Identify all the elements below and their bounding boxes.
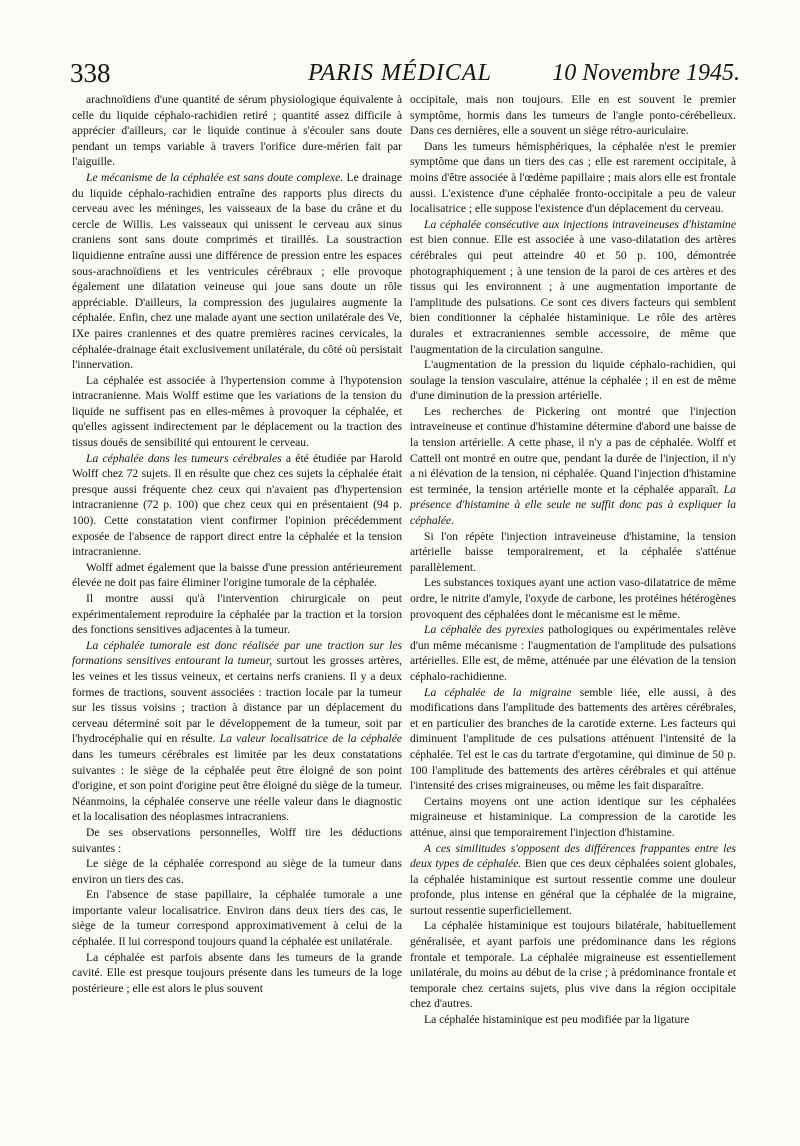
body-text: De ses observations personnelles, Wolff tire les déductions suivantes :: [72, 825, 402, 855]
paragraph: [410, 841, 736, 919]
paragraph: [410, 404, 736, 529]
issue-date: 10 Novembre 1945.: [552, 60, 740, 86]
body-text: est bien connue. Elle est associée à une vaso-dilatation des artères cérébrales qui peut atteindre 40 et 50 p. 100, démontrée photographiquement ; à une tension de la paroi de ces artères et des tissus qui les environnent ; à une augmentation importante de l'amplitude des pulsations. Ce sont ces divers facteurs qui semblent bien conditionner la céphalée histaminique. Le rôle des artères durales et extracraniennes semble accessoire, de même que l'augmentation de la circulation sanguine.: [410, 233, 736, 356]
paragraph: [72, 591, 402, 638]
body-text: a été étudiée par Harold Wolff chez 72 sujets. Il en résulte que chez ces sujets la céphalée était presque aussi fréquente chez ceux qui n'avaient pas d'hypertension intracranienne (72 p. 100) que chez ceux qui en présentaient (94 p. 100). Cette constatation vient confirmer l'opinion précédemment exposée de l'absence de rapport direct entre la céphalée et la tension intracranienne.: [72, 451, 402, 559]
paragraph: [72, 950, 402, 997]
italic-text: La céphalée des pyrexies: [424, 623, 544, 637]
paragraph: [410, 1012, 736, 1028]
italic-text: A ces similitudes s'opposent des différences frappantes entre les deux types de céphalée.: [410, 841, 736, 871]
left-column: [72, 92, 402, 996]
body-text: Wolff admet également que la baisse d'une pression antérieurement élevée ne doit pas faire éliminer l'origine tumorale de la céphalée.: [72, 560, 402, 590]
paragraph: [72, 451, 402, 560]
body-text: Le drainage du liquide céphalo-rachidien entraîne des rapports plus directs du cerveau avec les méninges, les vaisseaux de la base du crâne et du cercle de Willis. Les vaisseaux qui unissent le cerveau aux sinus craniens sont sans doute comprimés et tiraillés. La soustraction liquidienne entraîne aussi une différence de pression entre les espaces sous-arachnoïdiens et les ventricules cérébraux ; elle provoque également une dilatation veineuse qui joue sans doute un rôle appréciable. D'ailleurs, la compression des jugulaires augmente la céphalée. Enfin, chez une malade ayant une section unilatérale des Ve, IXe paires craniennes et des quatre premières racines cervicales, la céphalée-drainage était exclusivement unilatérale, du côté où persistait l'innervation.: [72, 170, 402, 372]
body-text: La céphalée histaminique est peu modifiée par la ligature: [424, 1013, 690, 1027]
paragraph: [72, 92, 402, 170]
body-text: Dans les tumeurs hémisphériques, la céphalée n'est le premier symptôme que dans un tiers des cas ; elle est rarement occipitale, à moins d'être associée à l'œdème papillaire ; mais alors elle est frontale aussi. L'existence d'une céphalée fronto-occipitale a peu de valeur localisatrice ; elle suppose l'existence d'un déplacement du cerveau.: [410, 139, 736, 216]
body-text: Le siège de la céphalée correspond au siège de la tumeur dans environ un tiers des cas.: [72, 857, 402, 886]
paragraph: [410, 357, 736, 404]
paragraph: [410, 918, 736, 1012]
body-text: occipitale, mais non toujours. Elle en est souvent le premier symptôme, hormis dans les tumeurs de l'angle ponto-cérébelleux. Dans ces dernières, elle a souvent un siège rétro-auriculaire.: [410, 93, 736, 138]
paragraph: [410, 622, 736, 684]
body-text: Bien que ces deux céphalées soient globales, la céphalée histaminique est surtout ressentie comme une douleur profonde, plus intense en général que la céphalée de la migraine, surtout ressentie superficiellement.: [410, 857, 736, 917]
body-text: Certains moyens ont une action identique sur les céphalées migraineuse et histaminique. La compression de la carotide les atténue, ainsi que temporairement l'injection d'histamine.: [410, 794, 736, 839]
body-text: La céphalée est associée à l'hypertension comme à l'hypotension intracranienne. Mais Wolff estime que les variations de la tension du liquide ne suffisent pas en elles-mêmes à provoquer la céphalée, et qu'elles agissent indirectement par le déplacement ou la traction des tissus doués de sensibilité qui entourent le cerveau.: [72, 373, 402, 450]
paragraph: [72, 170, 402, 373]
page-header: [60, 58, 740, 94]
paragraph: [72, 825, 402, 856]
journal-title: PARIS MÉDICAL: [308, 60, 492, 86]
body-text: semble liée, elle aussi, à des modifications dans l'amplitude des battements des artères cérébrales, et en particulier des branches de la carotide externe. Les facteurs qui diminuent l'amplitude de ces pulsations atténuent l'intensité de la céphalée. Tel est le cas du tartrate d'ergotamine, qui diminue de 50 p. 100 l'amplitude des battements des artères cérébrales et qui atténue l'intensité des crises migraineuses, ou même les fait disparaître.: [410, 685, 736, 793]
body-text: Les substances toxiques ayant une action vaso-dilatatrice de même ordre, le nitrite d'amyle, l'oxyde de carbone, les protéines hétérogènes provoquent des céphalées dont le mécanisme est le même.: [410, 576, 736, 621]
body-text: arachnoïdiens d'une quantité de sérum physiologique équivalente à celle du liquide céphalo-rachidien retiré ; quantité assez difficile à apprécier d'ailleurs, car le liquide continue à s'écouler sans doute pendant un temps variable à travers l'orifice dure-mérien fait par l'aiguille.: [72, 93, 402, 169]
paragraph: [410, 685, 736, 794]
italic-text: La céphalée tumorale est donc réalisée par une traction sur les formations sensitives entourant la tumeur,: [72, 638, 402, 668]
italic-text: La valeur localisatrice de la céphalée: [215, 732, 403, 746]
paragraph: [72, 373, 402, 451]
paragraph: [72, 638, 402, 825]
paragraph: [410, 217, 736, 357]
paragraph: [410, 139, 736, 217]
body-text: La céphalée histaminique est toujours bilatérale, habituellement généralisée, et ayant parfois une prédominance dans les régions frontale et temporale. La céphalée migraineuse est essentiellement unilatérale, du moins au début de la crise ; à prédominance frontale et temporale chez certains sujets, plus vive dans la région occipitale chez d'autres.: [410, 919, 736, 1011]
paragraph: [410, 92, 736, 139]
paragraph: [72, 856, 402, 887]
italic-text: La présence d'histamine à elle seule ne suffit donc pas à expliquer la céphalée.: [410, 482, 736, 528]
italic-text: La céphalée de la migraine: [424, 685, 572, 699]
page-number: 338: [70, 58, 111, 88]
body-text: La céphalée est parfois absente dans les tumeurs de la grande cavité. Elle est presque toujours présente dans les tumeurs de la loge postérieure ; elle est alors le plus souvent: [72, 950, 402, 995]
body-text: Les recherches de Pickering ont montré que l'injection intraveineuse et continue d'histamine détermine d'abord une baisse de la tension artérielle. A cette phase, il n'y a pas de céphalée. Wolff et Cattell ont montré en outre que, pendant la durée de l'injection, il n'y a ni élévation de la tension, ni céphalée. Quand l'injection d'histamine est terminée, la tension artérielle monte et la céphalée apparaît.: [410, 404, 736, 496]
body-text: pathologiques ou expérimentales relève d'un même mécanisme : l'augmentation de l'amplitude des pulsations artérielles. Elle est, de même, atténuée par une élévation de la tension céphalo-rachidienne.: [410, 623, 736, 683]
body-text: L'augmentation de la pression du liquide céphalo-rachidien, qui soulage la tension vasculaire, atténue la céphalée ; il en est de même d'une diminution de la pression artérielle.: [410, 358, 736, 403]
italic-text: La céphalée dans les tumeurs cérébrales: [86, 451, 282, 465]
body-text: dans les tumeurs cérébrales est limitée par les deux constatations suivantes : le siège de la céphalée peut être éloigné de son point d'origine, et son point d'origine peut être éloigné du siège de la tumeur. Néanmoins, la céphalée conserve une réelle valeur dans le diagnostic et la localisation des néoplasmes intracraniens.: [72, 747, 402, 824]
paragraph: [410, 794, 736, 841]
body-text: surtout les grosses artères, les veines et les tissus veineux, et certains nerfs craniens. Il y a deux formes de tractions, souvent associées : traction locale par la tumeur sur les tissus voisins ; traction à distance par un déplacement du cerveau déterminé soit par le développement de la tumeur, soit par l'hydrocéphalie qui en résulte.: [72, 654, 402, 746]
paragraph: [72, 560, 402, 591]
right-column: [410, 92, 736, 1028]
italic-text: La céphalée consécutive aux injections intraveineuses d'histamine: [424, 217, 736, 231]
paragraph: [72, 887, 402, 949]
paragraph: [410, 529, 736, 576]
body-text: En l'absence de stase papillaire, la céphalée tumorale a une importante valeur localisatrice. Environ dans deux tiers des cas, le siège de la tumeur correspond approximativement à celui de la céphalée. Il lui correspond toujours quand la céphalée est unilatérale.: [72, 888, 402, 949]
body-text: Il montre aussi qu'à l'intervention chirurgicale on peut expérimentalement reproduire la céphalée par la traction et la torsion des fonctions sensitives adjacentes à la tumeur.: [72, 592, 402, 637]
italic-text: Le mécanisme de la céphalée est sans doute complexe.: [86, 170, 344, 184]
body-text: Si l'on répète l'injection intraveineuse d'histamine, la tension artérielle baisse temporairement, et la céphalée s'atténue parallèlement.: [410, 529, 736, 574]
paragraph: [410, 575, 736, 622]
